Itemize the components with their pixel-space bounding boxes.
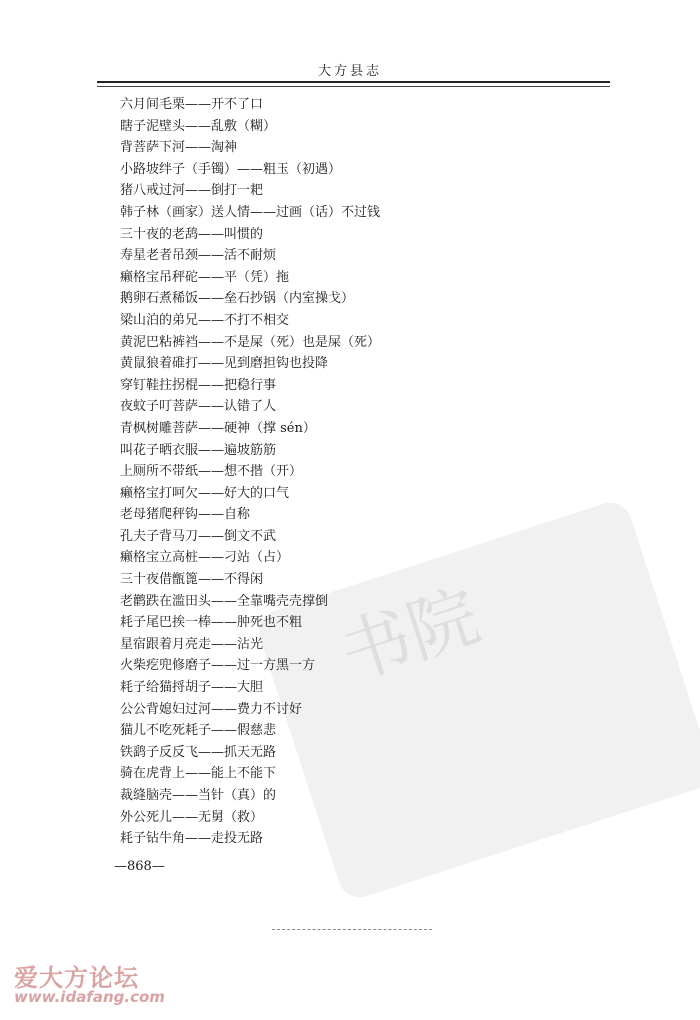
list-item: 耗子钻牛角——走投无路 bbox=[120, 831, 264, 847]
list-item: 小路坡绊子（手镯）——粗玉（初遇） bbox=[120, 161, 342, 177]
list-item: 癞格宝打呵欠——好大的口气 bbox=[120, 485, 290, 501]
footer-dash bbox=[272, 929, 432, 930]
xiehouyu-list bbox=[120, 94, 560, 850]
list-item: 寿星老者吊颈——活不耐烦 bbox=[120, 248, 277, 264]
list-item: 星宿跟着月亮走——沾光 bbox=[120, 636, 264, 652]
list-item: 瞎子泥壁头——乱敷（糊） bbox=[120, 118, 277, 134]
list-item: 火柴疙兜修磨子——过一方黑一方 bbox=[120, 658, 316, 674]
list-item: 梁山泊的弟兄——不打不相交 bbox=[120, 312, 290, 328]
list-item: 猫儿不吃死耗子——假慈悲 bbox=[120, 723, 277, 739]
list-item: 铁鹞子反反飞——抓天无路 bbox=[120, 744, 277, 760]
list-item: 穿钉鞋拄拐棍——把稳行事 bbox=[120, 377, 277, 393]
list-item: 猪八戒过河——倒打一耙 bbox=[120, 183, 264, 199]
list-item: 韩子林（画家）送人情——过画（话）不过钱 bbox=[120, 204, 381, 220]
list-item: 黄鼠狼着碓打——见到磨担钩也投降 bbox=[120, 356, 329, 372]
page-header-title: 大方县志 bbox=[318, 64, 383, 79]
list-item: 癞格宝立高桩——刁站（占） bbox=[120, 550, 290, 566]
seal-stamp-text: 书院 bbox=[330, 574, 490, 696]
list-item: 裁缝脑壳——当针（真）的 bbox=[120, 788, 277, 803]
list-item: 背菩萨下河——淘神 bbox=[120, 140, 238, 156]
list-item: 青枫树雕菩萨——硬神（撑 sén） bbox=[120, 420, 316, 436]
list-item: 六月间毛栗——开不了口 bbox=[120, 97, 264, 112]
list-item: 三十夜借甑篦——不得闲 bbox=[120, 572, 264, 588]
list-item: 癞格宝吊秤砣——平（凭）拖 bbox=[120, 269, 290, 285]
header-rule-thick bbox=[97, 81, 610, 83]
list-item: 上厕所不带纸——想不揩（开） bbox=[120, 464, 303, 480]
list-item: 孔夫子背马刀——倒文不武 bbox=[120, 528, 277, 544]
list-item: 外公死儿——无舅（救） bbox=[120, 809, 264, 825]
list-item: 耗子尾巴挨一棒——肿死也不粗 bbox=[120, 615, 303, 631]
forum-watermark bbox=[14, 958, 174, 1010]
forum-watermark-url: www.idafang.com bbox=[14, 988, 165, 1006]
list-item: 公公背媳妇过河——费力不讨好 bbox=[120, 701, 303, 717]
list-item: 耗子给猫捋胡子——大胆 bbox=[120, 680, 264, 696]
list-item: 叫花子晒衣服——遍坡筋筋 bbox=[120, 442, 277, 458]
list-item: 黄泥巴粘裤裆——不是屎（死）也是屎（死） bbox=[120, 334, 381, 350]
list-item: 老鹳跌在滥田头——全靠嘴壳壳撑倒 bbox=[120, 593, 329, 609]
list-item: 夜蚊子叮菩萨——认错了人 bbox=[120, 399, 277, 415]
list-item: 骑在虎背上——能上不能下 bbox=[120, 766, 277, 782]
list-item: 老母猪爬秤钩——自称 bbox=[120, 507, 251, 523]
page-number: —868— bbox=[114, 859, 165, 874]
list-item: 鹅卵石煮稀饭——垒石抄锅（内室操戈） bbox=[120, 291, 355, 307]
forum-watermark-name: 爱大方论坛 bbox=[14, 964, 139, 992]
header-rule-thin bbox=[97, 86, 610, 87]
list-item: 三十夜的老鸹——叫惯的 bbox=[120, 226, 264, 242]
